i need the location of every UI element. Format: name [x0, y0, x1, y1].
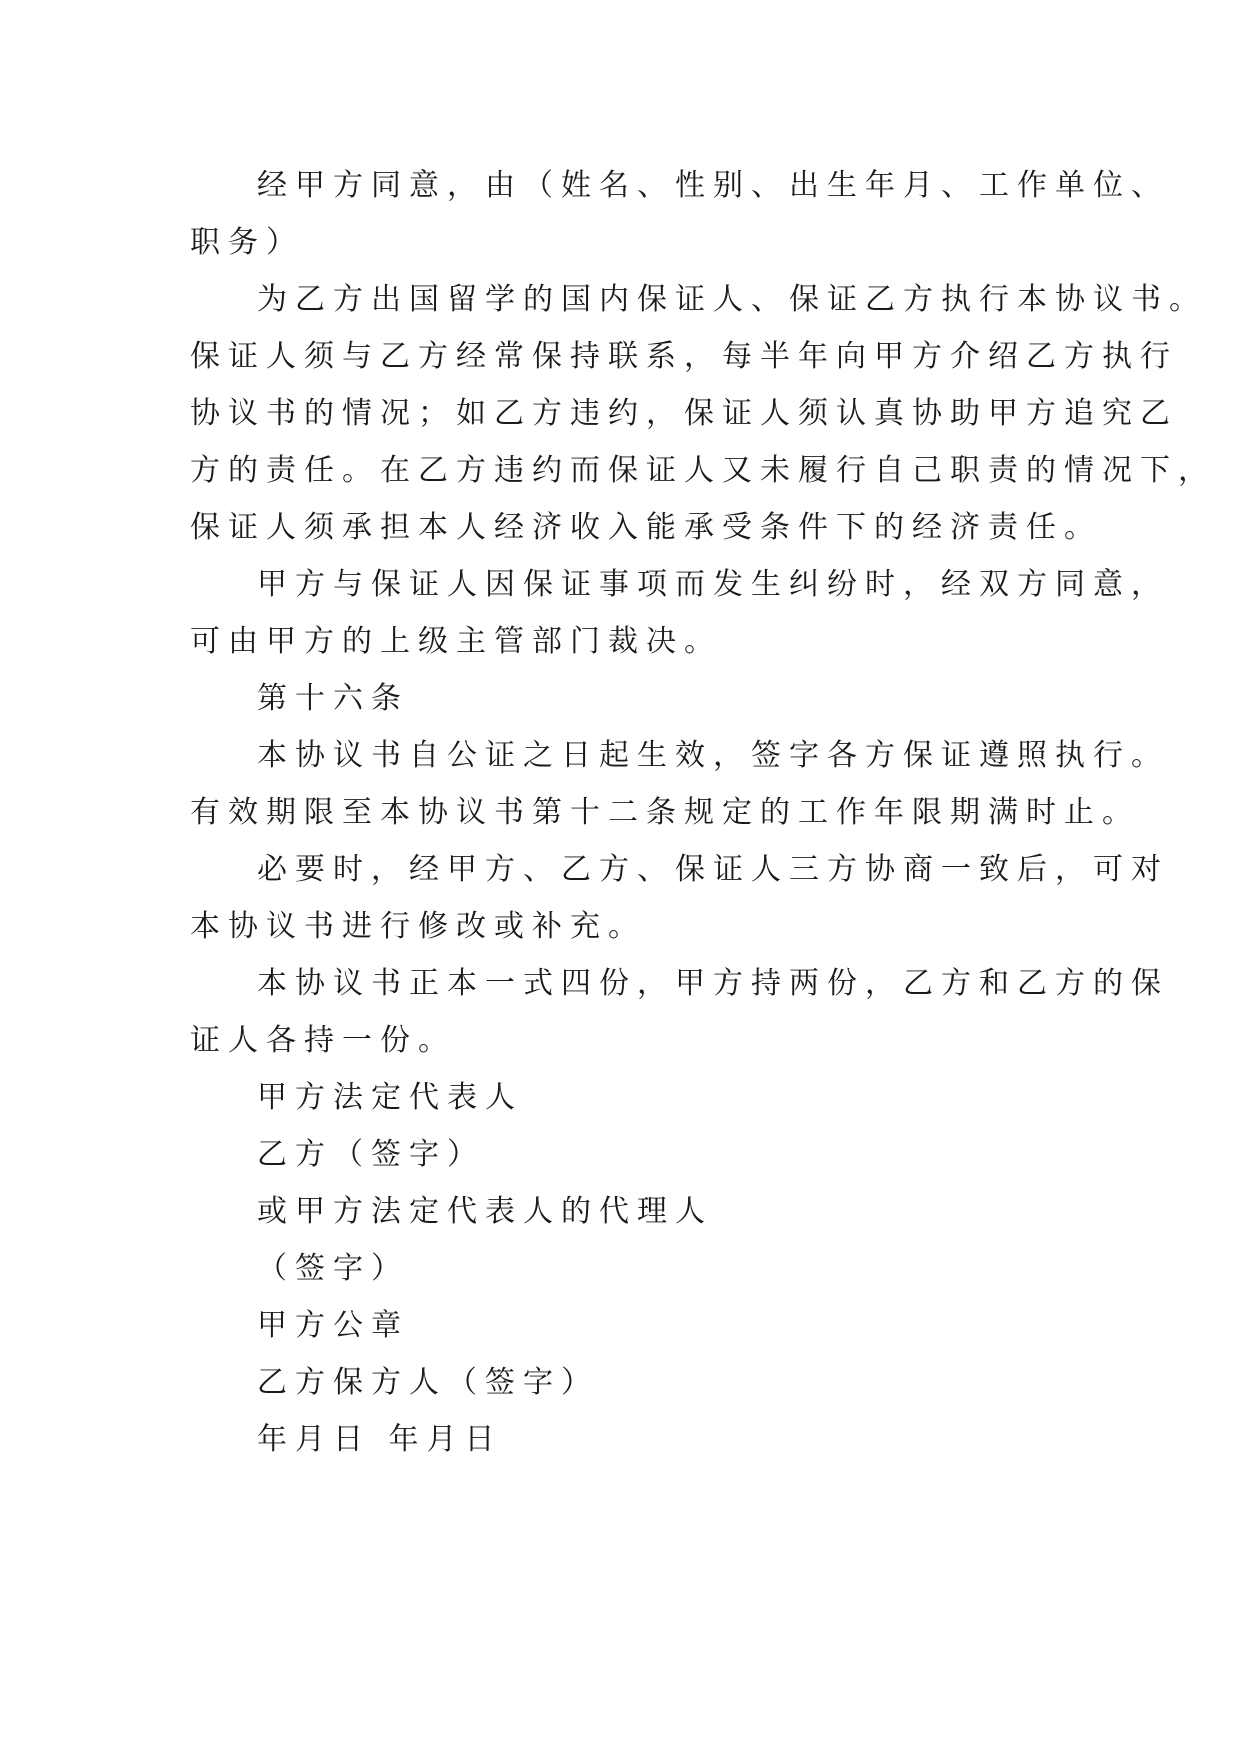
date-line: 年月日 年月日 [257, 1422, 503, 1457]
article-heading: 第十六条 [257, 681, 409, 716]
paragraph-line: 方的责任。在乙方违约而保证人又未履行自己职责的情况下， [190, 453, 1216, 488]
paragraph-line: 经甲方同意，由（姓名、性别、出生年月、工作单位、 [257, 168, 1169, 203]
paragraph-line: 甲方与保证人因保证事项而发生纠纷时，经双方同意， [257, 567, 1169, 602]
paragraph-line: 证人各持一份。 [190, 1023, 456, 1058]
paragraph-line: 职务） [190, 225, 304, 260]
signature-line: 甲方公章 [257, 1308, 409, 1343]
signature-line: 甲方法定代表人 [257, 1080, 523, 1115]
paragraph-line: 本协议书进行修改或补充。 [190, 909, 646, 944]
paragraph-line: 保证人须与乙方经常保持联系，每半年向甲方介绍乙方执行 [190, 339, 1178, 374]
paragraph-line: 协议书的情况；如乙方违约，保证人须认真协助甲方追究乙 [190, 396, 1178, 431]
signature-line: 乙方保方人（签字） [257, 1365, 599, 1400]
signature-line: 或甲方法定代表人的代理人 [257, 1194, 713, 1229]
paragraph-line: 必要时，经甲方、乙方、保证人三方协商一致后，可对 [257, 852, 1169, 887]
signature-line: （签字） [257, 1251, 409, 1286]
paragraph-line: 本协议书正本一式四份，甲方持两份，乙方和乙方的保 [257, 966, 1169, 1001]
paragraph-line: 本协议书自公证之日起生效，签字各方保证遵照执行。 [257, 738, 1169, 773]
paragraph-line: 保证人须承担本人经济收入能承受条件下的经济责任。 [190, 510, 1102, 545]
signature-line: 乙方（签字） [257, 1137, 485, 1172]
paragraph-line: 为乙方出国留学的国内保证人、保证乙方执行本协议书。 [257, 282, 1207, 317]
paragraph-line: 有效期限至本协议书第十二条规定的工作年限期满时止。 [190, 795, 1140, 830]
paragraph-line: 可由甲方的上级主管部门裁决。 [190, 624, 722, 659]
